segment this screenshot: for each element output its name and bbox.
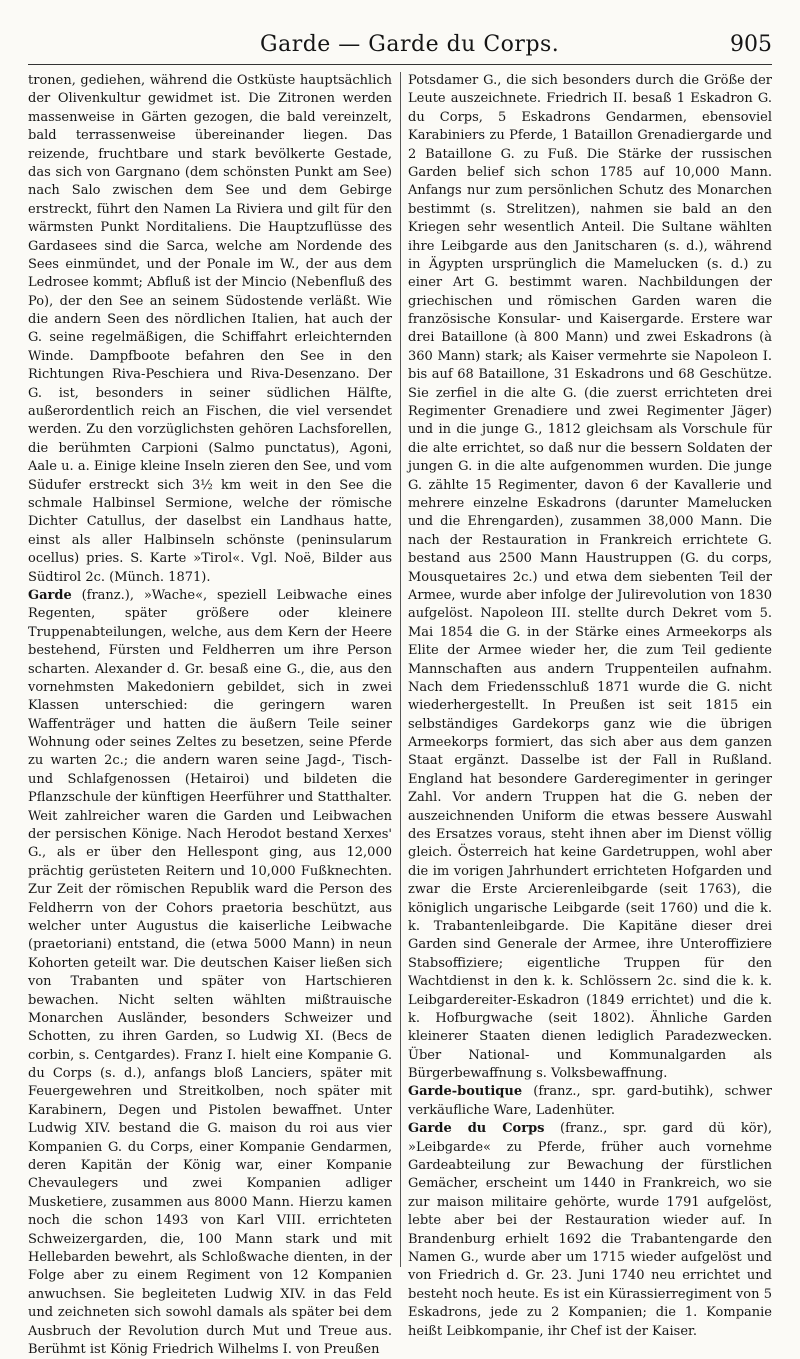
column-divider (400, 72, 401, 1267)
right-column (408, 72, 772, 1339)
entry-headword-garde-du-corps: Garde du Corps (408, 1121, 545, 1137)
entry-text-garde-boutique: (franz., spr. gard-butihk), schwer verkäufliche Ware, Ladenhüter. (408, 1084, 772, 1118)
garde-continuation-paragraph: Potsdamer G., die sich besonders durch die Größe der Leute auszeichnete. Friedrich II. besaß 1 Eskadron G. du Corps, 5 Eskadrons Gendarmen, ebensoviel Karabiniers zu Pferde, 1 Bataillon Grenadiergarde und 2 Bataillone G. zu Fuß. Die Stärke der russischen Garden belief sich schon 1785 auf 10,000 Mann. Anfangs nur zum persönlichen Schutz des Monarchen bestimmt (s. Strelitzen), nahmen sie bald an den Kriegen sehr wesentlich Anteil. Die Sultane wählten ihre Leibgarde aus den Janitscharen (s. d.), während in Ägypten ursprünglich die Mamelucken (s. d.) zu einer Art G. bestimmt waren. Nachbildungen der griechischen und römischen Garden waren die französische Konsular- und Kaisergarde. Erstere war drei Bataillone (à 800 Mann) und zwei Eskadrons (à 360 Mann) stark; als Kaiser vermehrte sie Napoleon I. bis auf 68 Bataillone, 31 Eskadrons und 68 Geschütze. Sie zerfiel in die alte G. (die zuerst errichteten drei Regimenter Grenadiere und zwei Regimenter Jäger) und in die junge G., 1812 gleichsam als Vorschule für die alte errichtet, so daß nur die bessern Soldaten der jungen G. in die alte aufgenommen wurden. Die junge G. zählte 15 Regimenter, davon 6 der Kavallerie und mehrere einzelne Eskadrons (darunter Mamelucken und die Ehrengarden), zusammen 38,000 Mann. Die nach der Restauration in Frankreich errichtete G. bestand aus 2500 Mann Haustruppen (G. du corps, Mousquetaires 2c.) und etwa dem siebenten Teil der Armee, wurde aber infolge der Julirevolution von 1830 aufgelöst. Napoleon III. stellte durch Dekret vom 5. Mai 1854 die G. in der Stärke eines Armeekorps als Elite der Armee wieder her, die zum Teil gediente Mannschaften aus andern Truppenteilen aufnahm. Nach dem Friedensschluß 1871 wurde die G. nicht wiederhergestellt. In Preußen ist seit 1815 ein selbständiges Gardekorps ganz wie die übrigen Armeekorps formiert, das sich aber aus dem ganzen Staat ergänzt. Dasselbe ist der Fall in Rußland. England hat besondere Garderegimenter in geringer Zahl. Vor andern Truppen hat die G. neben der auszeichnenden Uniform die etwas bessere Auswahl des Ersatzes voraus, steht ihnen aber im Dienst völlig gleich. Österreich hat keine Gardetruppen, wohl aber die im vorigen Jahrhundert errichteten Hofgarden und zwar die Erste Arcierenleibgarde (seit 1763), die königlich ungarische Leibgarde (seit 1760) und die k. k. Trabantenleibgarde. Die Kapitäne dieser drei Garden sind Generale der Armee, ihre Unteroffiziere Stabsoffiziere; eigentliche Truppen für den Wachtdienst in den k. k. Schlössern 2c. sind die k. k. Leibgardereiter-Eskadron (1849 errichtet) und die k. k. Hofburgwache (seit 1802). Ähnliche Garden kleinerer Staaten dienen lediglich Paradezwecken. Über National- und Kommunalgarden als Bürgerbewaffnung s. Volksbewaffnung. (408, 73, 772, 1082)
entry-garde-boutique (408, 1083, 772, 1120)
entry-text-garde-du-corps: (franz., spr. gard dü kör), »Leibgarde« zu Pferde, früher auch vornehme Gardeabteilung zur Bewachung der fürstlichen Gemächer, erscheint um 1440 in Frankreich, wo sie zur maison militaire gehörte, wurde 1791 aufgelöst, lebte aber bei der Restauration wieder auf. In Brandenburg erhielt 1692 die Trabantengarde den Namen G., wurde aber um 1715 wieder aufgelöst und von Friedrich d. Gr. 23. Juni 1740 neu errichtet und besteht noch heute. Es ist ein Kürassierregiment von 5 Eskadrons, jede zu 2 Kompanien; die 1. Kompanie heißt Leibkompanie, ihr Chef ist der Kaiser. (408, 1121, 772, 1339)
gardasee-continuation-paragraph: tronen, gediehen, während die Ostküste hauptsächlich der Olivenkultur gewidmet ist. Die Zitronen werden massenweise in Gärten gezogen, die bald vereinzelt, bald terrassenweise übereinander liegen. Das reizende, fruchtbare und stark bevölkerte Gestade, das sich von Gargnano (dem schönsten Punkt am See) nach Salo zwischen dem See und dem Gebirge erstreckt, führt den Namen La Riviera und gilt für den wärmsten Punkt Norditaliens. Die Hauptzuflüsse des Gardasees sind die Sarca, welche am Nordende des Sees einmündet, und der Ponale im W., der aus dem Ledrosee kommt; Abfluß ist der Mincio (Nebenfluß des Po), der den See an seinem Südostende verläßt. Wie die andern Seen des nördlichen Italien, hat auch der G. seine regelmäßigen, die Schiffahrt erleichternden Winde. Dampfboote befahren den See in den Richtungen Riva-Peschiera und Riva-Desenzano. Der G. ist, besonders in seiner südlichen Hälfte, außerordentlich reich an Fischen, die viel versendet werden. Zu den vorzüglichsten gehören Lachsforellen, die berühmten Carpioni (Salmo punctatus), Agoni, Aale u. a. Einige kleine Inseln zieren den See, und vom Südufer erstreckt sich 3½ km weit in den See die schmale Halbinsel Sermione, welche der römische Dichter Catullus, der daselbst ein Landhaus hatte, einst als aller Halbinseln schönste (peninsularum ocellus) pries. S. Karte »Tirol«. Vgl. Noë, Bilder aus Südtirol 2c. (Münch. 1871). (28, 73, 392, 585)
entry-garde (28, 587, 392, 1359)
running-header (28, 30, 772, 65)
entry-headword-garde-boutique: Garde-boutique (408, 1084, 523, 1100)
running-title: Garde — Garde du Corps. (260, 32, 560, 57)
entry-garde-du-corps (408, 1120, 772, 1341)
page-number: 905 (730, 32, 772, 57)
entry-headword-garde: Garde (28, 587, 72, 603)
entry-text-garde: (franz.), »Wache«, speziell Leibwache eines Regenten, später größere oder kleinere Truppenabteilungen, welche, aus dem Kern der Heere bestehend, Fürsten und Feldherren um ihre Person scharten. Alexander d. Gr. besaß eine G., die, aus den vornehmsten Makedoniern gebildet, sich in zwei Klassen unterschied: die geringern waren Waffenträger und hatten die äußern Teile seiner Wohnung oder seines Zeltes zu besetzen, seine Pferde zu warten 2c.; die andern waren seine Jagd-, Tisch- und Schlafgenossen (Hetairoi) und bildeten die Pflanzschule der künftigen Heerführer und Statthalter. Weit zahlreicher waren die Garden und Leibwachen der persischen Könige. Nach Herodot bestand Xerxes' G., als er über den Hellespont ging, aus 12,000 prächtig gerüsteten Reitern und 10,000 Fußknechten. Zur Zeit der römischen Republik ward die Person des Feldherrn von der Cohors praetoria beschützt, aus welcher unter Augustus die kaiserliche Leibwache (praetoriani) entstand, die (etwa 5000 Mann) in neun Kohorten geteilt war. Die deutschen Kaiser ließen sich von Trabanten und später von Hartschieren bewachen. Nicht selten wählten mißtrauische Monarchen Ausländer, besonders Schweizer und Schotten, zu ihren Garden, so Ludwig XI. (Becs de corbin, s. Centgardes). Franz I. hielt eine Kompanie G. du Corps (s. d.), anfangs bloß Lanciers, später mit Feuergewehren und Streitkolben, noch später mit Karabinern, Degen und Pistolen bewaffnet. Unter Ludwig XIV. bestand die G. maison du roi aus vier Kompanien G. du Corps, einer Kompanie Gendarmen, deren Kapitän der König war, einer Kompanie Chevaulegers und zwei Kompanien adliger Musketiere, zusammen aus 8000 Mann. Hierzu kamen noch die schon 1493 von Karl VIII. errichteten Schweizergarden, die, 100 Mann stark und mit Hellebarden bewehrt, als Schloßwache dienten, in der Folge aber zu einem Regiment von 12 Kompanien anwuchsen. Sie begleiteten Ludwig XIV. in das Feld und zeichneten sich sowohl damals als später bei dem Ausbruch der Revolution durch Mut und Treue aus. Berühmt ist König Friedrich Wilhelms I. von Preußen (28, 587, 392, 1357)
left-column (28, 72, 392, 1357)
